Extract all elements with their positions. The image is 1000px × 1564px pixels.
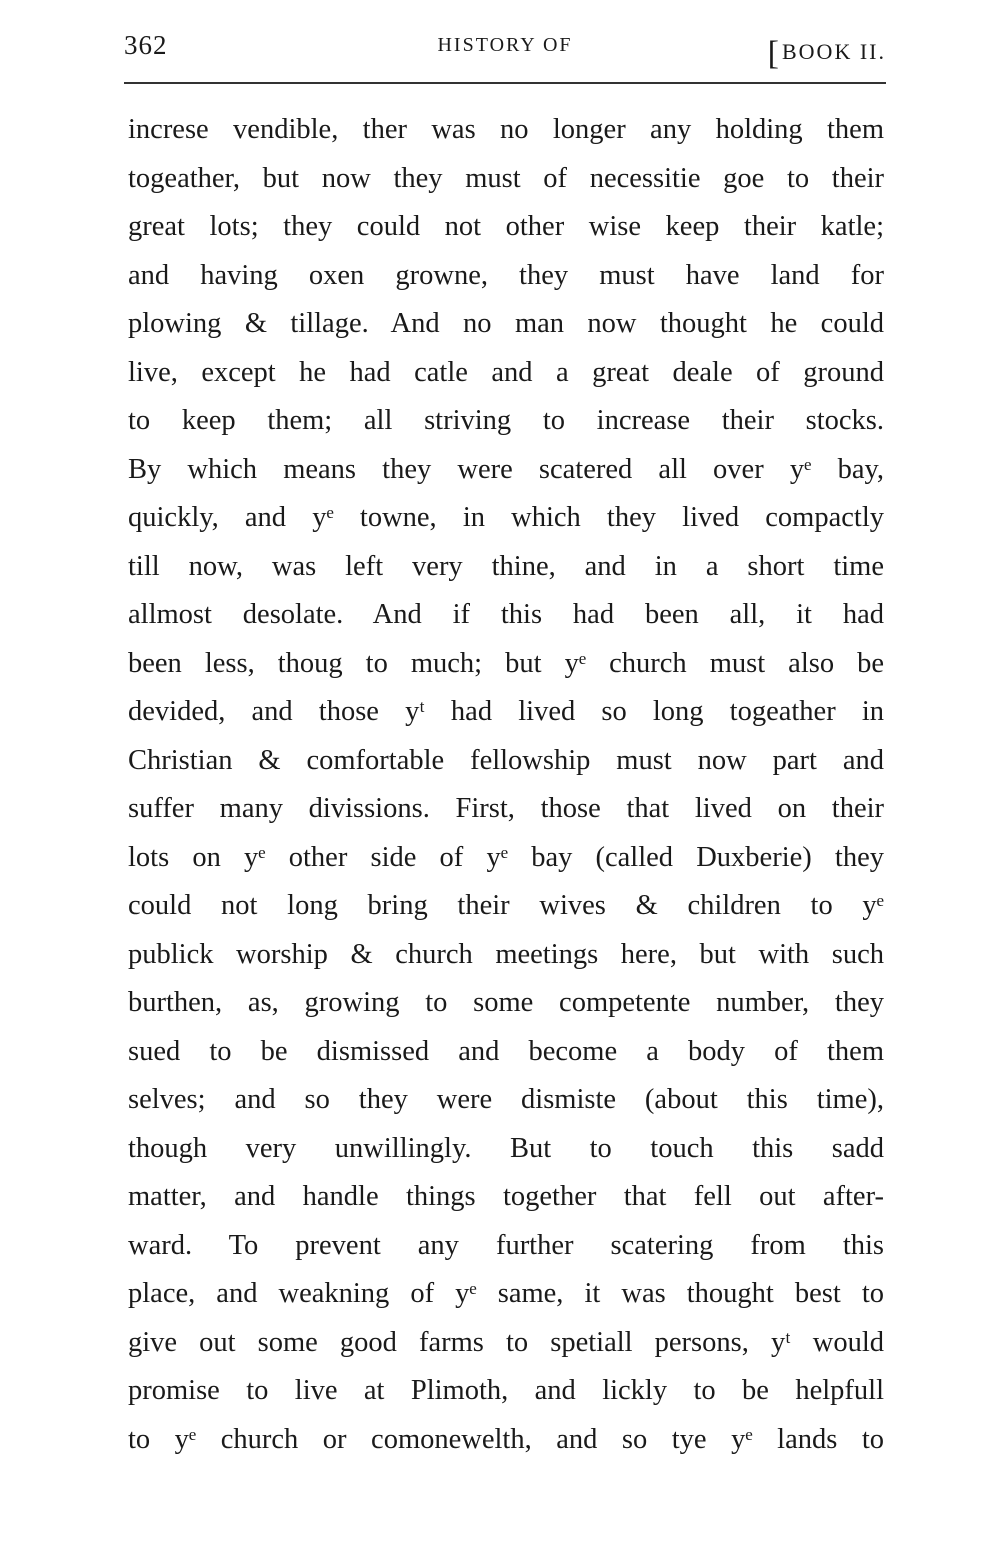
header-rule — [124, 82, 886, 84]
text-line: togeather, but now they must of necessitie goe to their — [128, 162, 884, 194]
text-line: promise to live at Plimoth, and lickly to be helpfull — [128, 1375, 884, 1406]
text-line: to yᵉ church or comonewelth, and so tye yᵉ lands to — [128, 1423, 884, 1455]
text-line: matter, and handle things together that fell out after- — [128, 1181, 884, 1212]
text-line: could not long bring their wives & children to yᵉ — [128, 890, 884, 921]
page-number: 362 — [124, 30, 168, 60]
text-line: to keep them; all striving to increase their stocks. — [128, 405, 884, 436]
running-head — [124, 30, 886, 72]
text-line: increse vendible, ther was no longer any holding them — [128, 114, 884, 145]
text-line: live, except he had catle and a great deale of ground — [128, 356, 884, 388]
text-line: place, and weakning of yᵉ same, it was thought best to — [128, 1278, 884, 1309]
body-text — [128, 106, 884, 1464]
text-line: selves; and so they were dismiste (about this time), — [128, 1084, 884, 1115]
text-line: publick worship & church meetings here, but with such — [128, 938, 884, 970]
text-line: though very unwillingly. But to touch this sadd — [128, 1132, 884, 1164]
text-line: give out some good farms to spetiall persons, yᵗ would — [128, 1326, 884, 1358]
text-line: sued to be dismissed and become a body of them — [128, 1035, 884, 1067]
book-reference-label: BOOK II. — [782, 39, 886, 64]
book-reference — [767, 30, 886, 72]
text-line: By which means they were scatered all over yᵉ bay, — [128, 453, 884, 485]
text-line: suffer many divissions. First, those that lived on their — [128, 793, 884, 824]
running-title: HISTORY OF — [437, 34, 573, 56]
text-line: quickly, and yᵉ towne, in which they lived compactly — [128, 502, 884, 533]
text-line: Christian & comfortable fellowship must now part and — [128, 744, 884, 776]
text-line: allmost desolate. And if this had been all, it had — [128, 599, 884, 630]
text-line: lots on yᵉ other side of yᵉ bay (called Duxberie) they — [128, 841, 884, 873]
text-line: till now, was left very thine, and in a short time — [128, 550, 884, 582]
text-line: devided, and those yᵗ had lived so long togeather in — [128, 696, 884, 727]
book-reference-bracket: [ — [767, 35, 781, 72]
text-line: burthen, as, growing to some competente number, they — [128, 987, 884, 1018]
text-line: plowing & tillage. And no man now thought he could — [128, 308, 884, 339]
text-line: ward. To prevent any further scatering from this — [128, 1229, 884, 1261]
text-line: and having oxen growne, they must have land for — [128, 259, 884, 291]
text-line: great lots; they could not other wise keep their katle; — [128, 211, 884, 242]
text-line: been less, thoug to much; but yᵉ church must also be — [128, 647, 884, 679]
